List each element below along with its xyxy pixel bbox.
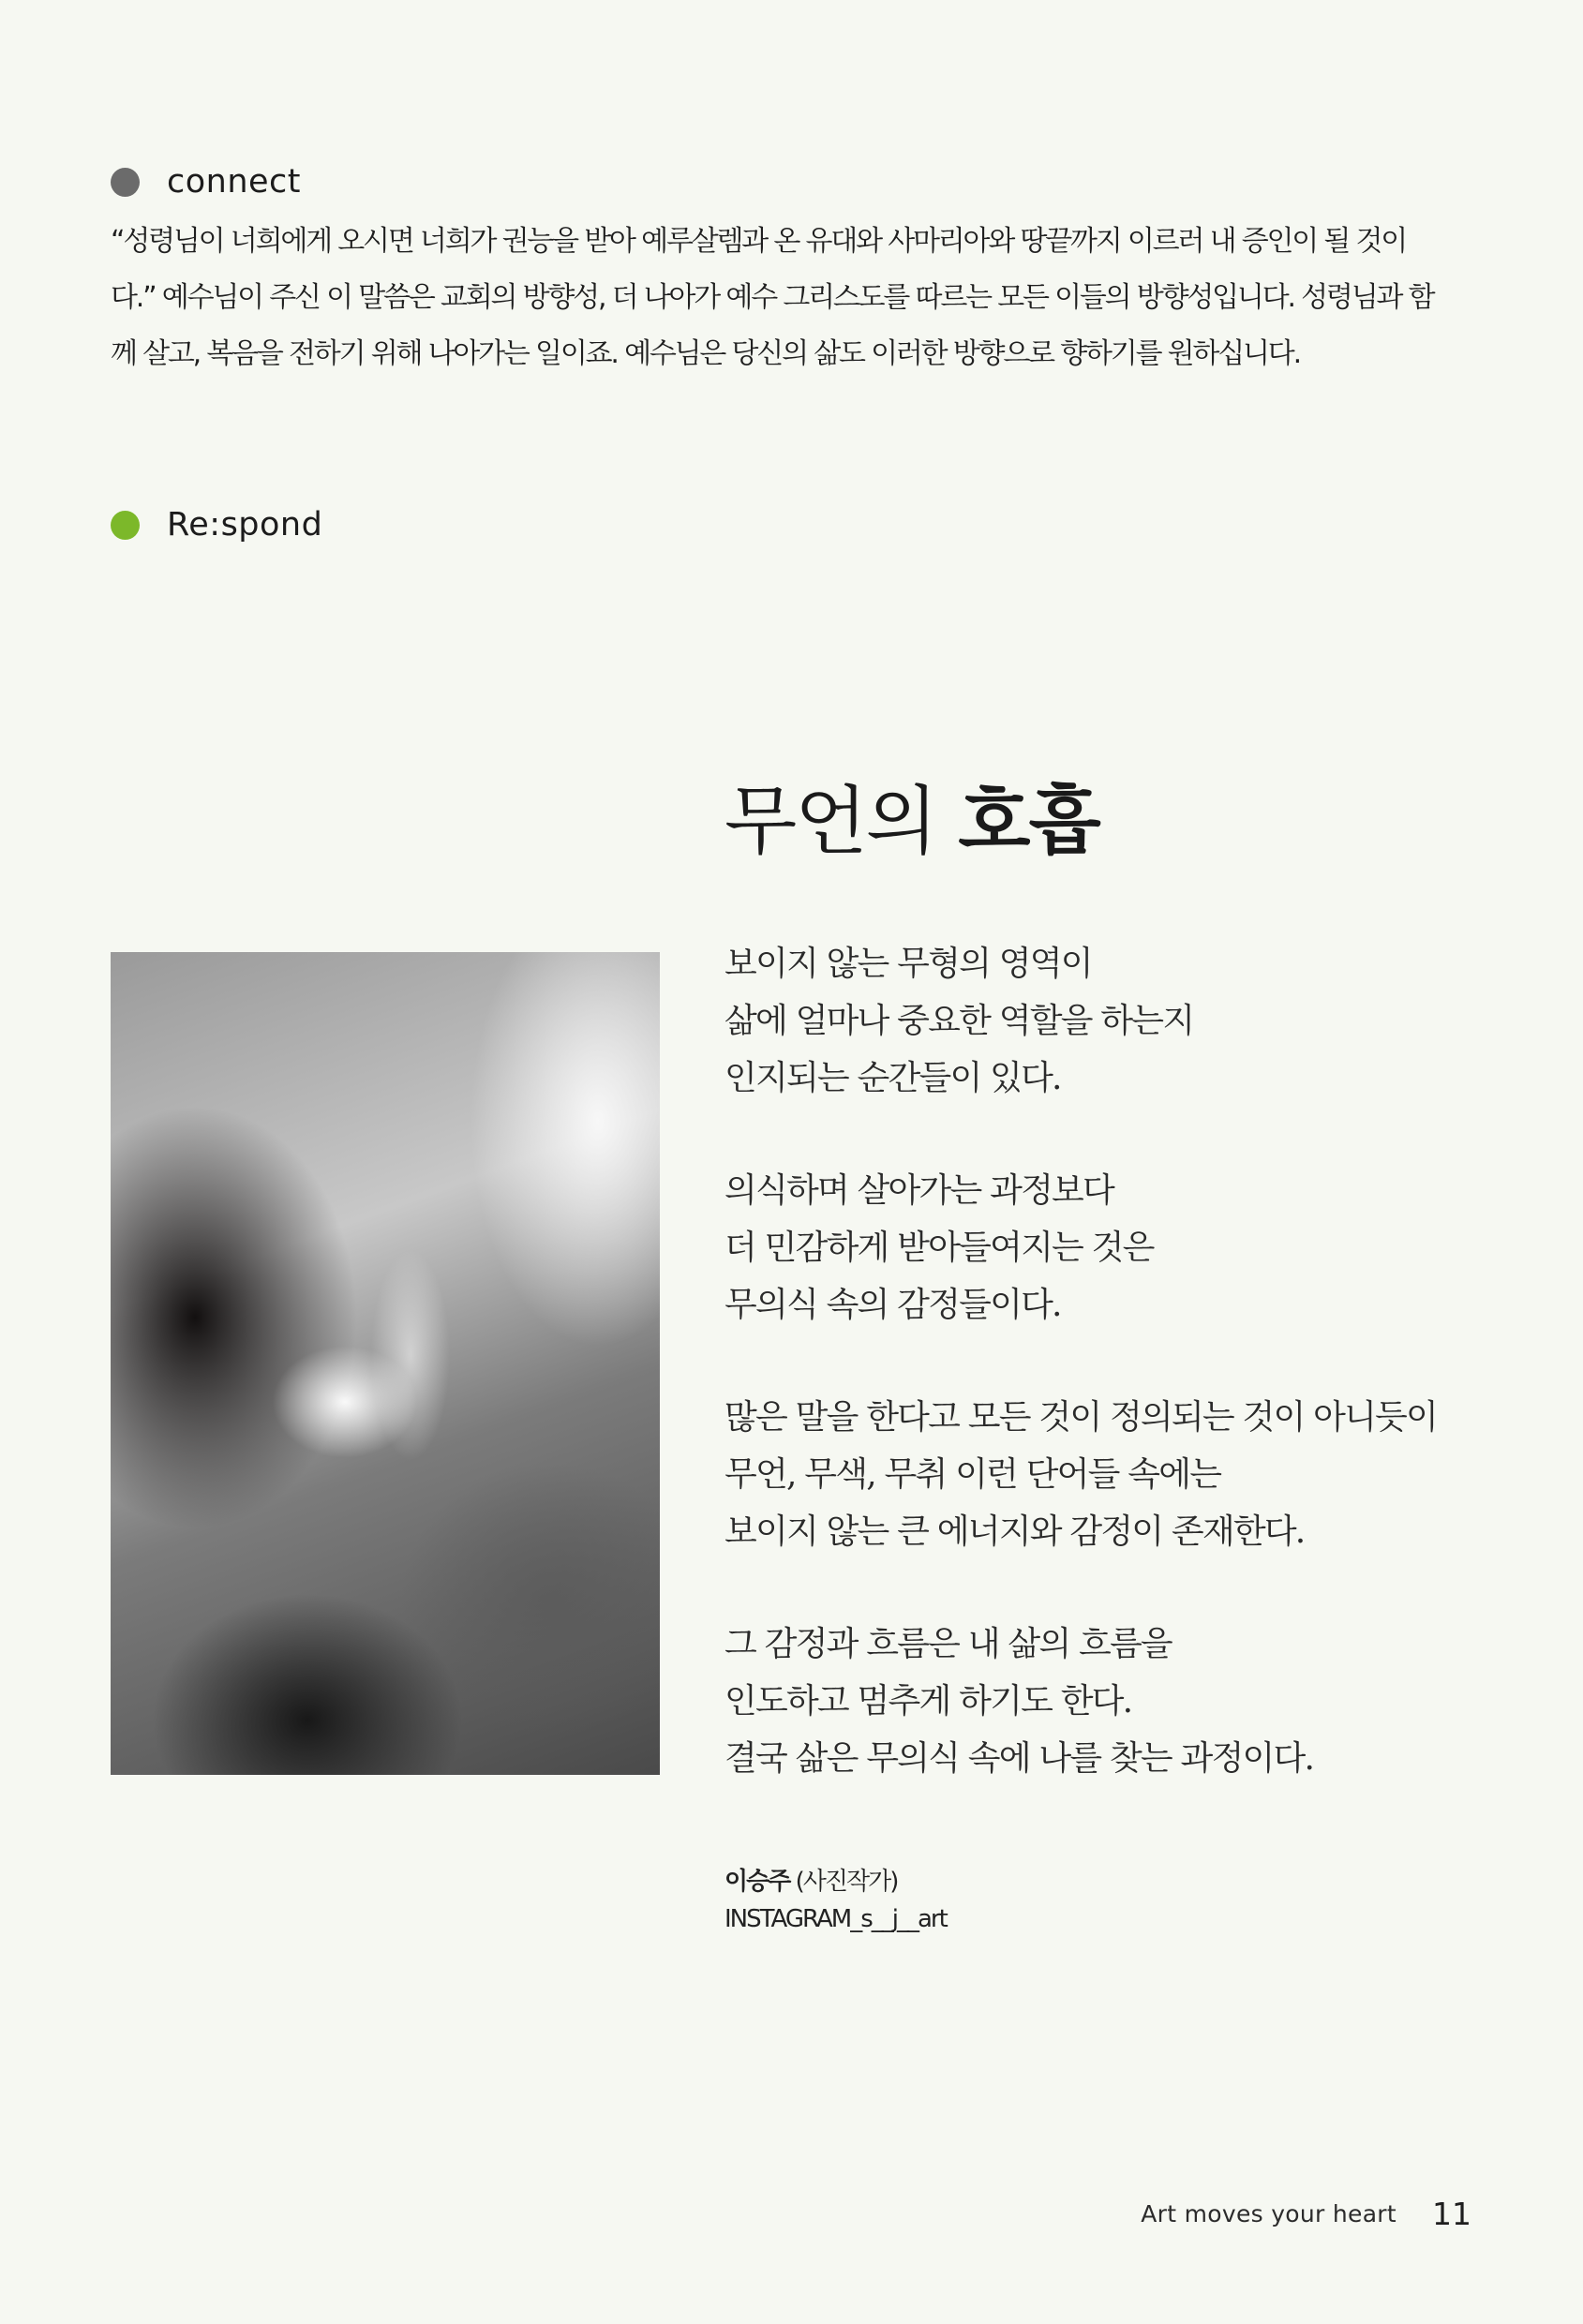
connect-body-line: 께 살고, 복음을 전하기 위해 나아가는 일이죠. 예수님은 당신의 삶도 이러한 방향으로 향하기를 원하십니다.: [111, 337, 1300, 370]
author-name: 이승주: [724, 1868, 790, 1896]
author-role: (사진작가): [789, 1868, 898, 1896]
author-instagram: INSTAGRAM_s__j__art: [724, 1905, 947, 1933]
poem-line: 무의식 속의 감정들이다.: [724, 1286, 1061, 1324]
respond-bullet-dot: [111, 511, 140, 540]
connect-section-header: [111, 163, 301, 201]
poem-line: 많은 말을 한다고 모든 것이 정의되는 것이 아니듯이: [724, 1398, 1438, 1437]
poem-title-bold: 호흡: [958, 777, 1099, 865]
connect-body-text: [111, 214, 1479, 382]
page-footer: [1141, 2196, 1471, 2232]
footer-tagline: Art moves your heart: [1141, 2200, 1396, 2227]
poem-line: 무언, 무색, 무취 이런 단어들 속에는: [724, 1455, 1221, 1494]
poem-line: 인지되는 순간들이 있다.: [724, 1059, 1061, 1097]
connect-bullet-dot: [111, 168, 140, 197]
poem-line: 삶에 얼마나 중요한 역할을 하는지: [724, 1002, 1194, 1040]
poem-stanza: [724, 1162, 1437, 1333]
connect-body-line: “성령님이 너희에게 오시면 너희가 권능을 받아 예루살렘과 온 유대와 사마리아와 땅끝까지 이르러 내 증인이 될 것이: [111, 225, 1407, 258]
poem-line: 의식하며 살아가는 과정보다: [724, 1171, 1113, 1210]
poem-line: 인도하고 멈추게 하기도 한다.: [724, 1682, 1132, 1721]
respond-title: Re:spond: [167, 506, 323, 544]
respond-section-header: [111, 506, 322, 544]
connect-body-line: 다.” 예수님이 주신 이 말씀은 교회의 방향성, 더 나아가 예수 그리스도를 따르는 모든 이들의 방향성입니다. 성령님과 함: [111, 281, 1434, 314]
abstract-photo: [111, 952, 660, 1775]
page-number: 11: [1432, 2196, 1471, 2232]
poem-stanza: [724, 1616, 1437, 1787]
poem-title: [724, 761, 1099, 869]
author-credit: [724, 1863, 947, 1938]
poem-line: 그 감정과 흐름은 내 삶의 흐름을: [724, 1625, 1172, 1663]
poem-stanza: [724, 1389, 1437, 1560]
poem-stanza: [724, 935, 1437, 1107]
poem-line: 더 민감하게 받아들여지는 것은: [724, 1229, 1154, 1267]
poem-line: 보이지 않는 무형의 영역이: [724, 945, 1092, 983]
poem-line: 보이지 않는 큰 에너지와 감정이 존재한다.: [724, 1512, 1305, 1551]
poem-body: [724, 935, 1437, 1787]
poem-title-regular: 무언의: [724, 778, 959, 865]
poem-line: 결국 삶은 무의식 속에 나를 찾는 과정이다.: [724, 1739, 1314, 1778]
author-name-line: [724, 1863, 947, 1900]
connect-title: connect: [167, 163, 302, 201]
